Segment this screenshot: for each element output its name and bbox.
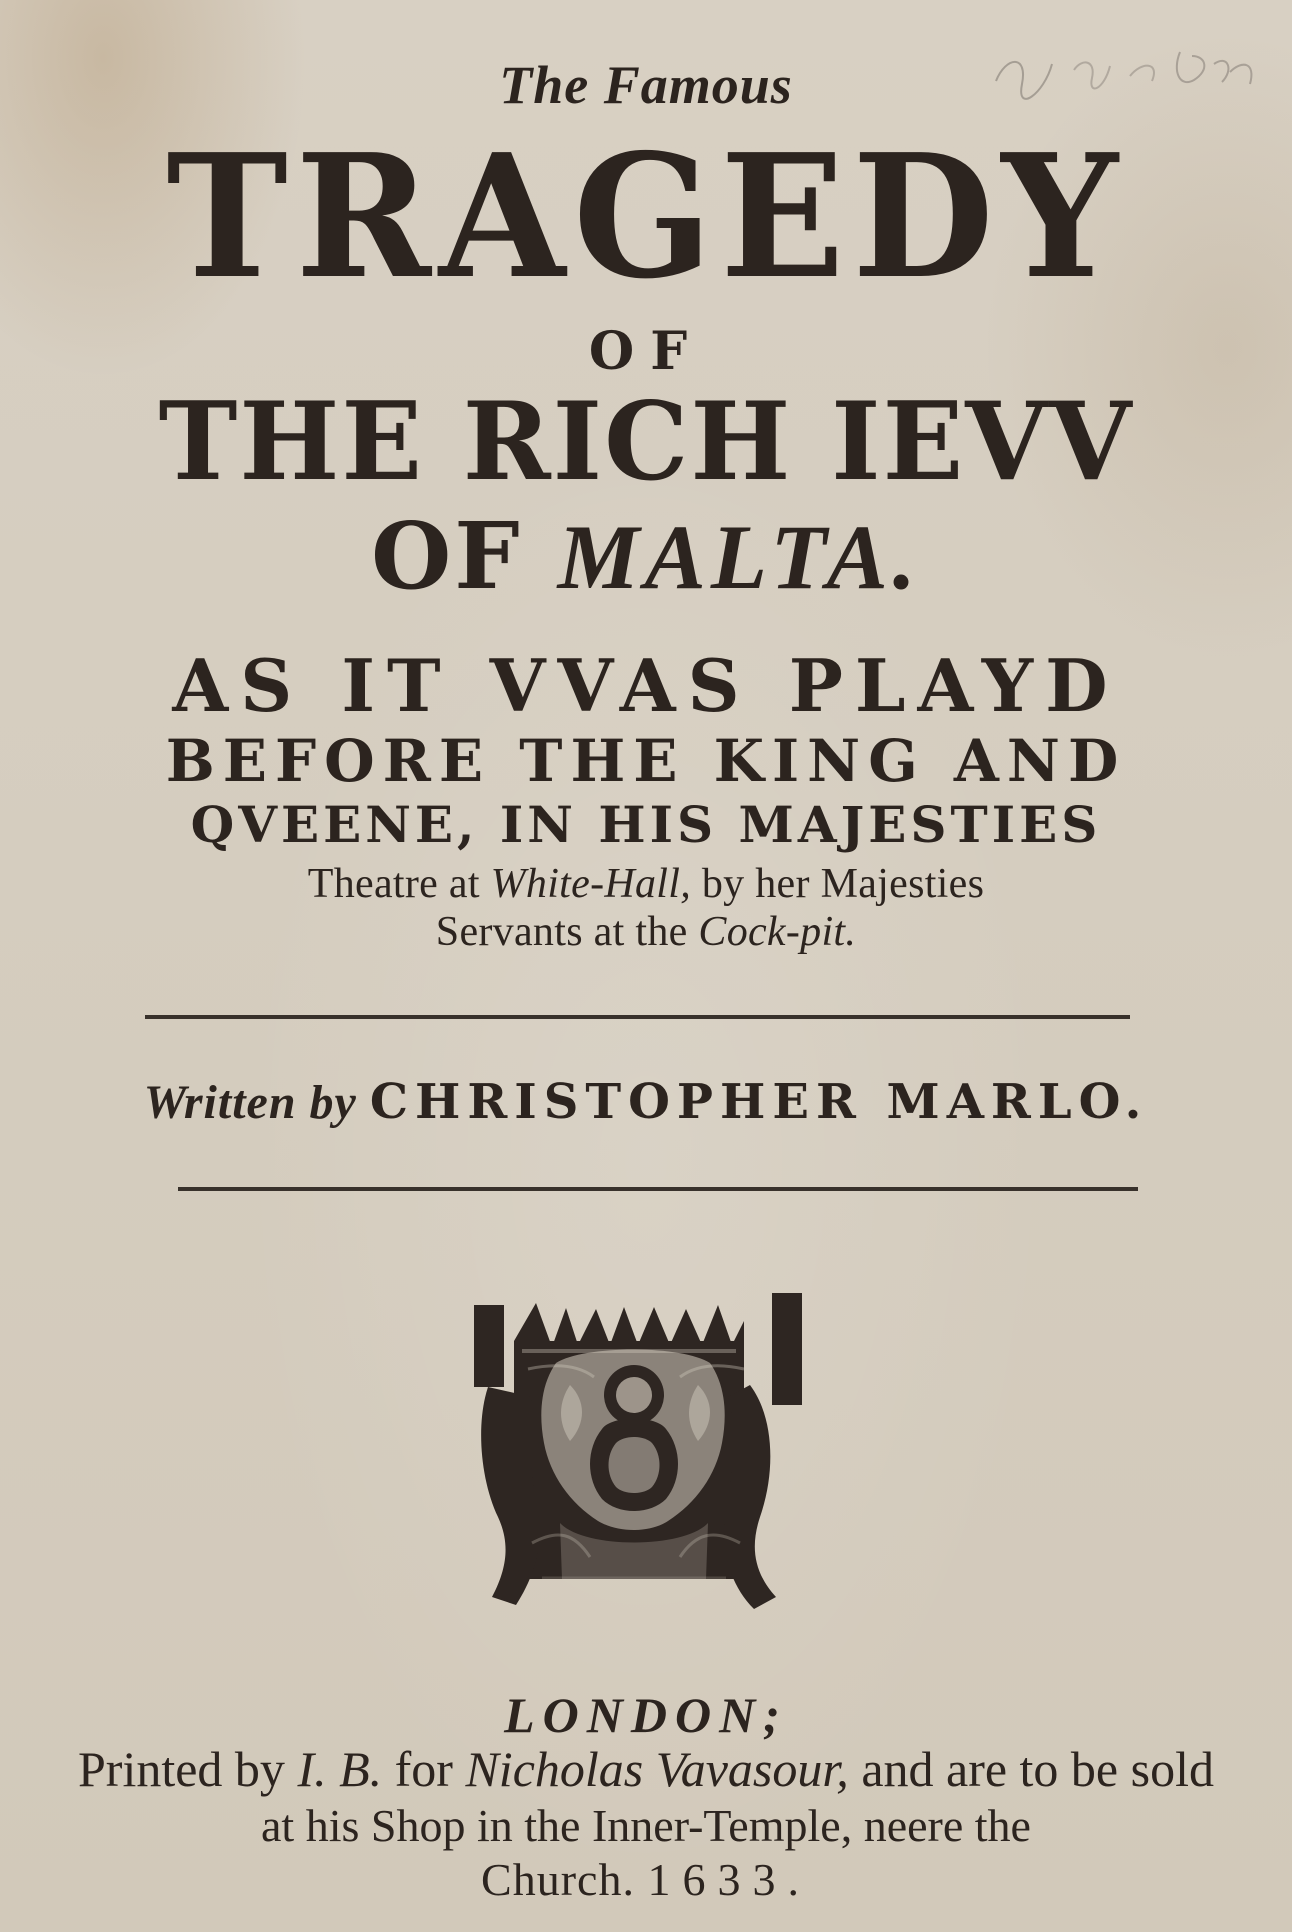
theatre-suffix: by her Majesties [701,861,985,907]
author-line [0,1074,1292,1130]
bottom-rule [178,1187,1138,1191]
imprint-for: for [394,1741,453,1797]
title-line-of: OF [588,321,704,382]
imprint-church: Church. [481,1854,635,1905]
servants-prefix: Servants at the [435,909,688,955]
title-line-malta [0,502,1292,610]
author-name: CHRISTOPHER MARLO. [369,1074,1149,1130]
imprint-year: 1633. [647,1854,811,1905]
theatre-italic: White-Hall, [490,861,692,907]
imprint-suffix: and are to be sold [861,1741,1214,1797]
top-rule [145,1015,1130,1019]
imprint-line-2: at his Shop in the Inner-Temple, neere the [261,1800,1031,1851]
imprint-italic-initials: I. B. [297,1741,383,1797]
performance-line-5 [0,911,1292,953]
title-line-famous: The Famous [499,55,793,115]
imprint-italic-name: Nicholas Vavasour, [465,1741,849,1797]
theatre-prefix: Theatre at [307,861,480,907]
malta-italic: MALTA. [557,506,921,608]
imprint-line-3 [0,1854,1292,1905]
printers-device-woodcut [474,1293,802,1613]
title-line-rich-jew: THE RICH IEVV [158,379,1134,505]
malta-prefix: OF [371,502,523,610]
performance-line-1: AS IT VVAS PLAYD [172,643,1120,728]
imprint-line-1 [0,1741,1292,1797]
author-prefix: Written by [143,1076,357,1129]
title-line-tragedy: TRAGEDY [166,117,1126,317]
performance-line-2: BEFORE THE KING AND [165,727,1127,795]
imprint-place: LONDON; [504,1687,788,1743]
servants-italic: Cock-pit. [698,909,857,955]
imprint-prefix: Printed by [78,1741,285,1797]
performance-line-4 [0,863,1292,905]
performance-line-3: QVEENE, IN HIS MAJESTIES [190,795,1102,854]
